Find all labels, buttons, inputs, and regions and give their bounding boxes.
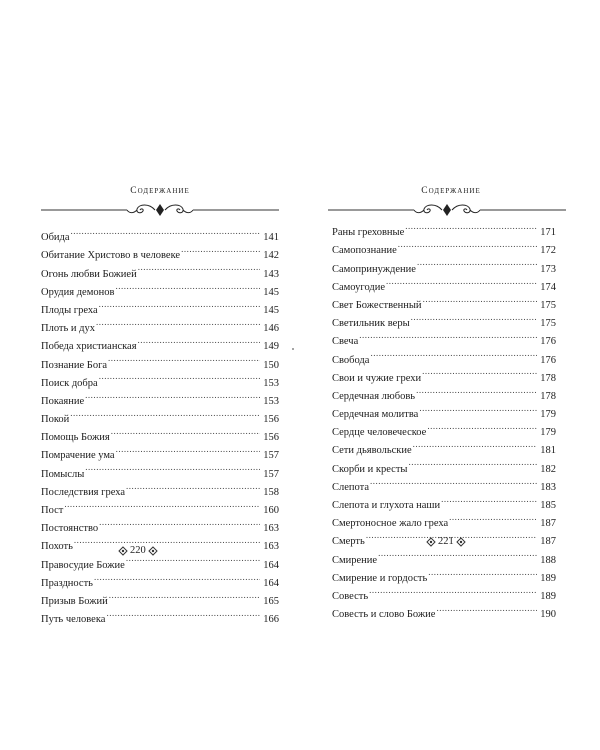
toc-entry-title: Раны греховные [332, 227, 405, 239]
toc-entry [41, 422, 279, 444]
dot-leader [378, 544, 537, 562]
toc-entry-title: Похоть [41, 541, 73, 553]
dot-leader [64, 495, 260, 513]
toc-entry-page: 183 [540, 481, 556, 493]
toc-list [332, 217, 556, 621]
toc-entry-title: Скорби и кресты [332, 463, 408, 475]
toc-entry-title: Слепота [332, 481, 370, 493]
toc-entry [332, 544, 556, 566]
toc-entry-title: Победа христианская [41, 341, 137, 353]
toc-entry-title: Обида [41, 232, 70, 244]
toc-entry-title: Сердечная молитва [332, 409, 419, 421]
dot-leader [99, 368, 260, 386]
toc-entry-title: Помыслы [41, 468, 85, 480]
toc-entry-page: 157 [263, 468, 279, 480]
dot-leader [99, 513, 260, 531]
dot-leader [441, 490, 537, 508]
toc-entry-page: 149 [263, 341, 279, 353]
toc-entry [332, 344, 556, 366]
page-number-footer [426, 536, 466, 547]
dot-leader [405, 217, 537, 235]
paper-speck [292, 348, 294, 350]
toc-entry-title: Совесть и слово Божие [332, 609, 436, 621]
dot-leader [408, 453, 537, 471]
toc-entry-page: 142 [263, 250, 279, 262]
toc-entry-page: 172 [540, 245, 556, 257]
dot-leader [111, 422, 260, 440]
toc-entry-title: Призыв Божий [41, 595, 108, 607]
toc-entry-page: 145 [263, 286, 279, 298]
running-header: Содержание [130, 186, 190, 196]
dot-leader [413, 435, 537, 453]
dot-leader [115, 277, 260, 295]
toc-entry-title: Огонь любви Божией [41, 268, 137, 280]
toc-entry-page: 143 [263, 268, 279, 280]
toc-entry-page: 189 [540, 590, 556, 602]
toc-entry [41, 495, 279, 516]
dot-leader [386, 272, 537, 290]
toc-entry-page: 178 [540, 390, 556, 402]
toc-entry-page: 175 [540, 299, 556, 311]
toc-entry-title: Свои и чужие грехи [332, 372, 422, 384]
dot-leader [96, 313, 260, 331]
toc-entry-page: 181 [540, 445, 556, 457]
diamond-ornament-icon [426, 537, 436, 547]
toc-entry-page: 182 [540, 463, 556, 475]
toc-entry-title: Смирение [332, 554, 378, 566]
toc-entry-title: Сети дьявольские [332, 445, 412, 457]
dot-leader [70, 404, 260, 422]
toc-entry-page: 166 [263, 614, 279, 626]
toc-entry-page: 173 [540, 263, 556, 275]
left-page [41, 184, 279, 626]
toc-entry-page: 156 [263, 432, 279, 444]
dot-leader [416, 381, 537, 399]
toc-entry-page: 190 [540, 609, 556, 621]
toc-entry-page: 185 [540, 500, 556, 511]
toc-entry-page: 179 [540, 427, 556, 439]
toc-entry-title: Плоды греха [41, 304, 98, 316]
toc-entry-title: Пост [41, 505, 64, 516]
dot-leader [126, 477, 260, 495]
dot-leader [417, 253, 537, 271]
page-number: 220 [130, 545, 146, 556]
page-number-footer [118, 545, 158, 556]
toc-entry-page: 187 [540, 518, 556, 530]
toc-entry-title: Помрачение ума [41, 450, 115, 462]
dot-leader [422, 363, 537, 381]
toc-entry-title: Познание Бога [41, 359, 108, 371]
dot-leader [109, 586, 260, 604]
toc-entry-title: Совесть [332, 590, 369, 602]
toc-entry-page: 174 [540, 281, 556, 293]
diamond-ornament-icon [118, 546, 128, 556]
dot-leader [116, 440, 260, 458]
toc-entry-title: Самоугодие [332, 281, 386, 293]
toc-entry-page: 160 [263, 505, 279, 516]
toc-entry-title: Плоть и дух [41, 323, 96, 335]
right-page [328, 184, 566, 621]
dot-leader [85, 458, 260, 476]
toc-entry-title: Сердце человеческое [332, 427, 427, 439]
toc-entry-title: Правосудие Божие [41, 559, 125, 571]
header-ornament-rule [41, 200, 279, 220]
toc-entry-title: Помощь Божия [41, 432, 110, 444]
toc-entry-page: 141 [263, 232, 279, 244]
dot-leader [370, 344, 537, 362]
toc-entry-title: Смертоносное жало греха [332, 518, 449, 530]
dot-leader [85, 386, 260, 404]
toc-entry-page: 176 [540, 354, 556, 366]
dot-leader [138, 331, 260, 349]
toc-entry-title: Светильник веры [332, 318, 410, 330]
page-number: 221 [438, 536, 454, 547]
toc-entry-title: Путь человека [41, 614, 106, 626]
dot-leader [106, 604, 260, 622]
diamond-ornament-icon [148, 546, 158, 556]
toc-entry-page: 153 [263, 395, 279, 407]
toc-entry [41, 222, 279, 244]
toc-entry-title: Свобода [332, 354, 370, 366]
toc-entry-page: 153 [263, 377, 279, 389]
toc-entry-title: Свеча [332, 336, 359, 348]
toc-entry-page: 145 [263, 304, 279, 316]
toc-entry-page: 164 [263, 577, 279, 589]
toc-entry-page: 179 [540, 409, 556, 421]
toc-entry-page: 187 [540, 536, 556, 548]
dot-leader [398, 235, 537, 253]
dot-leader [138, 258, 260, 276]
toc-entry-page: 164 [263, 559, 279, 571]
toc-entry [41, 404, 279, 426]
running-header: Содержание [421, 186, 481, 196]
toc-entry-title: Сердечная любовь [332, 390, 416, 402]
dot-leader [428, 563, 537, 581]
dot-leader [370, 472, 537, 490]
toc-entry-page: 150 [263, 359, 279, 371]
toc-entry-title: Смирение и гордость [332, 572, 428, 584]
toc-entry-title: Орудия демонов [41, 286, 115, 298]
dot-leader [411, 308, 537, 326]
dot-leader [419, 399, 537, 417]
toc-entry-title: Самопознание [332, 245, 397, 257]
dot-leader [99, 295, 260, 313]
toc-entry-title: Поиск добра [41, 377, 98, 389]
dot-leader [181, 240, 260, 258]
diamond-ornament-icon [456, 537, 466, 547]
dot-leader [436, 599, 537, 617]
toc-entry-page: 146 [263, 323, 279, 335]
toc-entry-page: 157 [263, 450, 279, 462]
toc-entry [41, 549, 279, 571]
toc-entry-page: 175 [540, 318, 556, 330]
toc-entry-page: 178 [540, 372, 556, 384]
toc-entry-page: 158 [263, 486, 279, 498]
dot-leader [449, 508, 537, 526]
toc-entry-title: Самопринуждение [332, 263, 416, 275]
toc-entry [332, 326, 556, 348]
toc-entry-page: 163 [263, 541, 279, 553]
toc-entry-title: Последствия греха [41, 486, 125, 498]
toc-entry-page: 156 [263, 414, 279, 426]
toc-entry-page: 188 [540, 554, 556, 566]
toc-entry-page: 165 [263, 595, 279, 607]
dot-leader [359, 326, 537, 344]
toc-entry-title: Слепота и глухота наши [332, 500, 441, 511]
toc-entry-page: 163 [263, 523, 279, 535]
toc-entry-title: Покой [41, 414, 70, 426]
dot-leader [94, 568, 260, 586]
toc-entry [41, 513, 279, 535]
dot-leader [74, 531, 260, 549]
dot-leader [71, 222, 260, 240]
toc-entry-title: Покаяние [41, 395, 85, 407]
toc-entry-page: 171 [540, 227, 556, 239]
toc-entry [41, 240, 279, 262]
toc-entry-title: Смерть [332, 536, 365, 548]
toc-entry-title: Праздность [41, 577, 93, 589]
toc-entry-page: 189 [540, 572, 556, 584]
toc-entry-title: Обитание Христово в человеке [41, 250, 181, 262]
dot-leader [369, 581, 537, 599]
toc-entry-title: Свет Божественный [332, 299, 422, 311]
dot-leader [427, 417, 537, 435]
dot-leader [108, 349, 260, 367]
toc-entry-title: Постоянство [41, 523, 99, 535]
toc-list [41, 222, 279, 626]
dot-leader [423, 290, 537, 308]
toc-entry-page: 176 [540, 336, 556, 348]
